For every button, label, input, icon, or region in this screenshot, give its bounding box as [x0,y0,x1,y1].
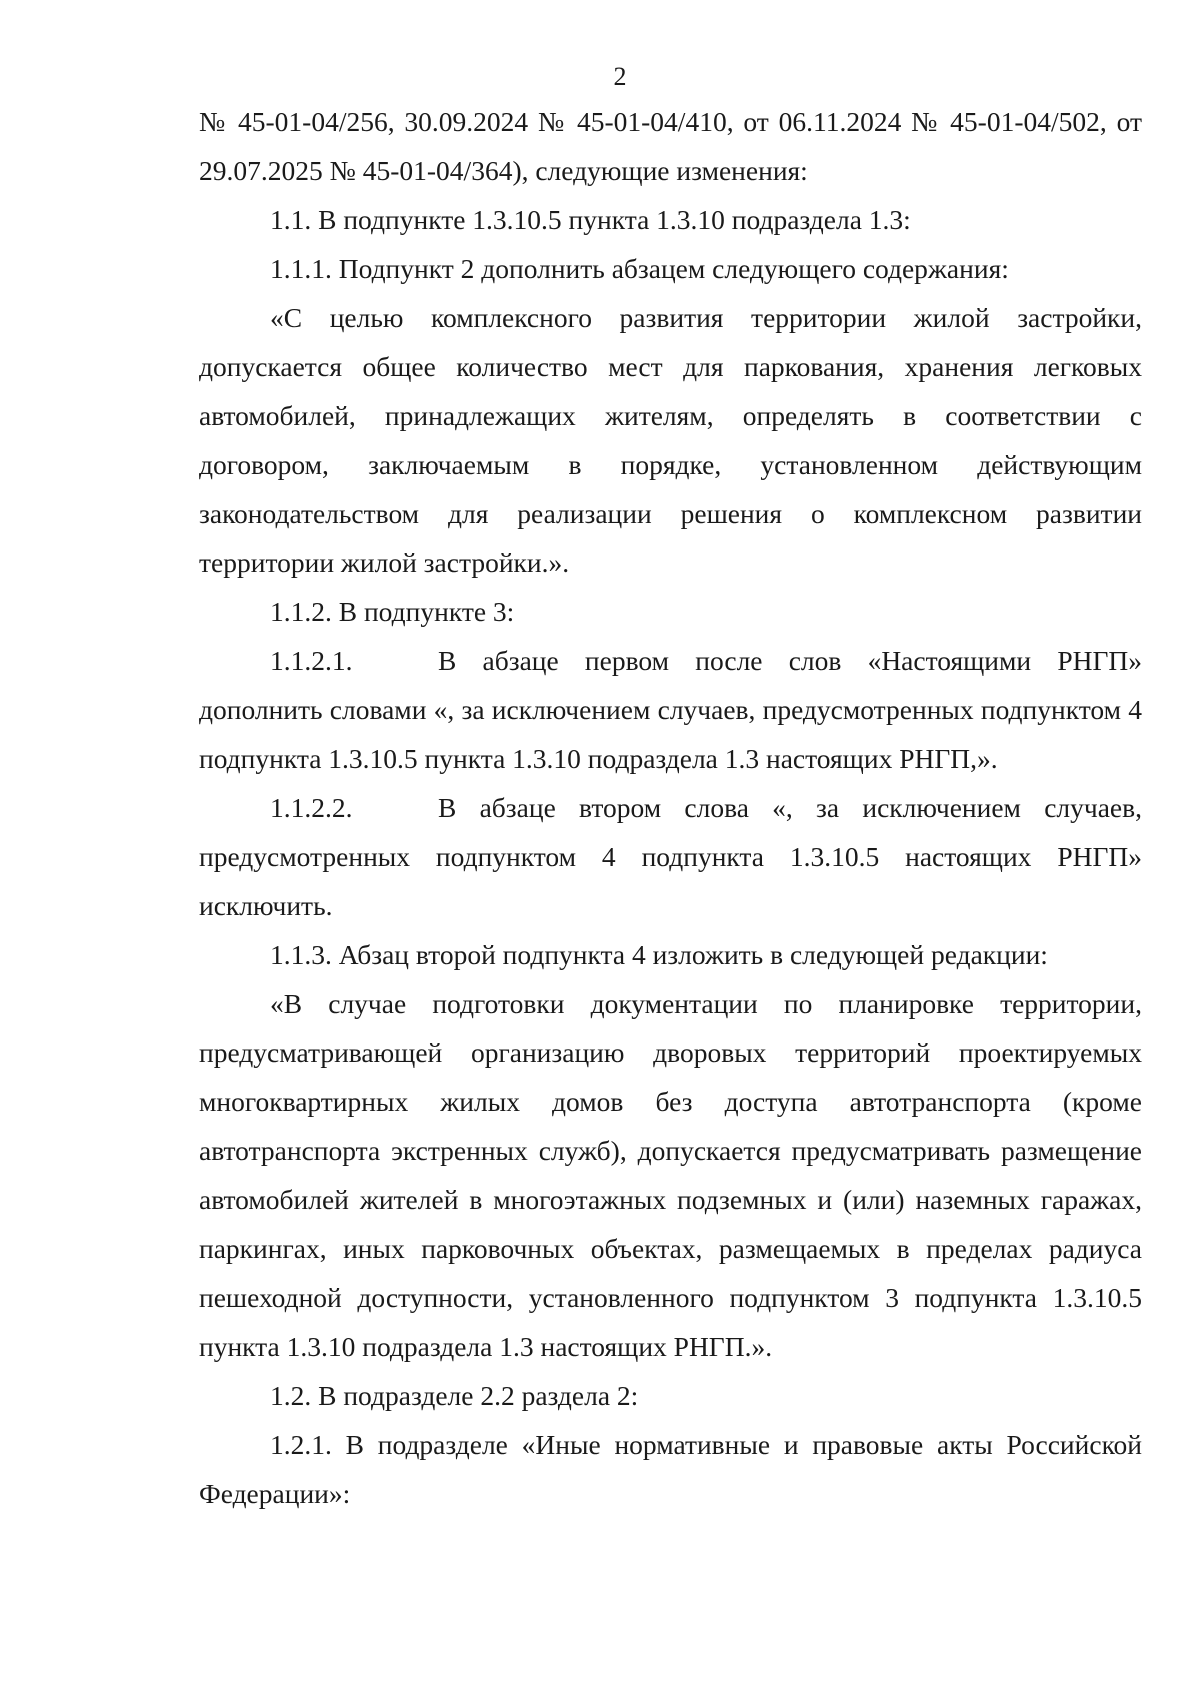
paragraph-1-2-1: 1.2.1. В подразделе «Иные нормативные и правовые акты Российской Федерации»: [199,1429,1142,1509]
paragraph-text: В абзаце втором слова «, за исключением случаев, предусмотренных подпунктом 4 подпункта 1.3.10.5 настоящих РНГП» исключить. [199,792,1142,921]
page-number: 2 [613,62,627,91]
paragraph-1-1-1: 1.1.1. Подпункт 2 дополнить абзацем следующего содержания: [270,253,1009,284]
paragraph-1-1-3: 1.1.3. Абзац второй подпункта 4 изложить в следующей редакции: [270,939,1048,970]
item-number: 1.1.2.2. [270,792,353,823]
paragraph-quote-1: «С целью комплексного развития территории жилой застройки, допускается общее количество мест для паркования, хранения легковых автомобилей, принадлежащих жителям, определять в соответствии с договором, заключаемым в порядке, установленном действующим законодательством для реализации решения о комплексном развитии территории жилой застройки.». [199,302,1142,578]
paragraph-1-2: 1.2. В подразделе 2.2 раздела 2: [270,1380,639,1411]
item-number: 1.1.2.1. [270,645,353,676]
paragraph-quote-2: «В случае подготовки документации по планировке территории, предусматривающей организацию дворовых территорий проектируемых многоквартирных жилых домов без доступа автотранспорта (кроме автотранспорта экстренных служб), допускается предусматривать размещение автомобилей жителей в многоэтажных подземных и (или) наземных гаражах, паркингах, иных парковочных объектах, размещаемых в пределах радиуса пешеходной доступности, установленного подпунктом 3 подпункта 1.3.10.5 пункта 1.3.10 подраздела 1.3 настоящих РНГП.». [199,988,1142,1362]
paragraph-1-1-2: 1.1.2. В подпункте 3: [270,596,515,627]
paragraph-1-1-2-1 [199,636,1142,783]
paragraph-text: В абзаце первом после слов «Настоящими РНГП» дополнить словами «, за исключением случаев, предусмотренных подпунктом 4 подпункта 1.3.10.5 пункта 1.3.10 подраздела 1.3 настоящих РНГП,». [199,645,1142,774]
paragraph-continuation: № 45-01-04/256, 30.09.2024 № 45-01-04/410, от 06.11.2024 № 45-01-04/502, от 29.07.2025 № 45-01-04/364), следующие изменения: [199,106,1142,186]
paragraph-1-1: 1.1. В подпункте 1.3.10.5 пункта 1.3.10 подраздела 1.3: [270,204,911,235]
paragraph-1-1-2-2 [199,783,1142,930]
document-body [199,97,1142,1518]
